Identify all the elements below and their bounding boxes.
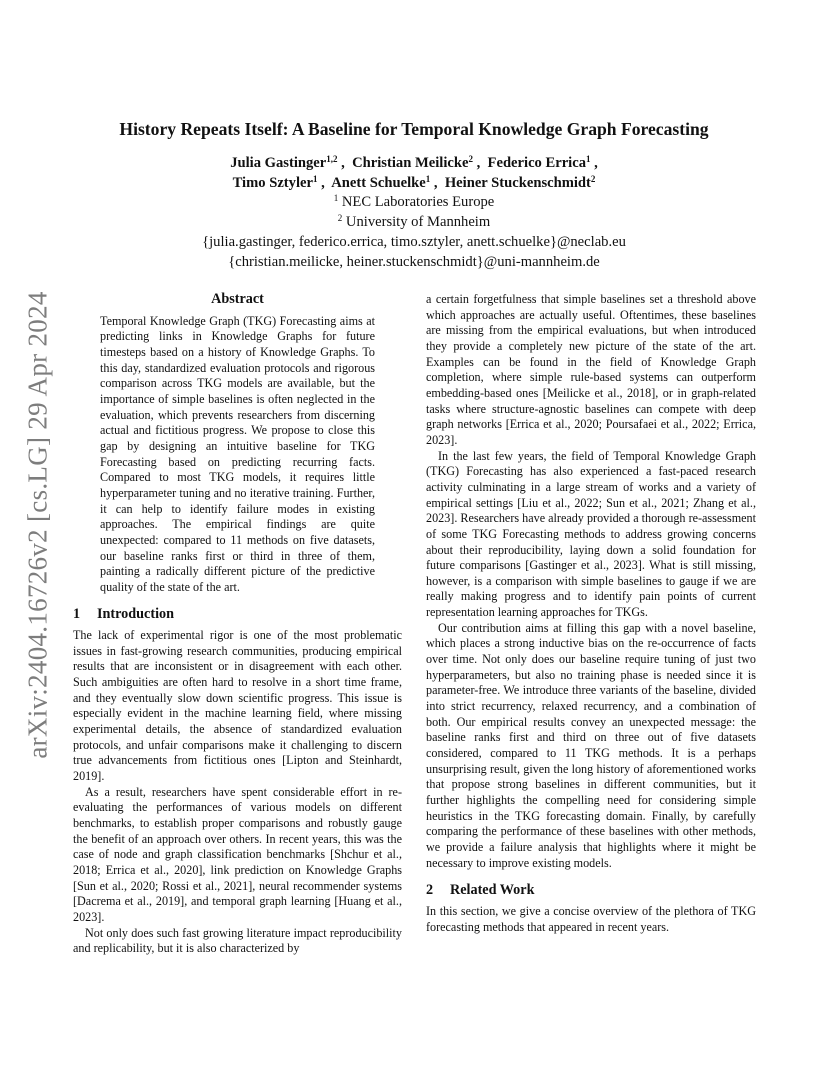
affiliations (0, 193, 828, 232)
affil-number: 1 (333, 193, 339, 203)
author-name: Federico Errica (487, 155, 587, 171)
section-number: 2 (426, 882, 434, 899)
section-number: 1 (73, 606, 81, 623)
affiliation: NEC Laboratories Europe (341, 194, 495, 210)
arxiv-identifier: arXiv:2404.16726v2 [cs.LG] 29 Apr 2024 (22, 291, 53, 759)
paper-title: History Repeats Itself: A Baseline for Temporal Knowledge Graph Forecasting (119, 119, 709, 139)
email-line: {julia.gastinger, federico.errica, timo.sztyler, anett.schuelke}@neclab.eu (202, 234, 626, 250)
section-title: Introduction (97, 606, 174, 623)
author-name: Anett Schuelke (331, 174, 426, 191)
paragraph: In the last few years, the field of Temporal Knowledge Graph (TKG) Forecasting has also experienced a fast-paced research activity culminating in a large stream of works and a variety of empirical settings [Liu et al., 2022; Sun et al., 2021; Zhang et al., 2023]. Researchers have already provided a thorough re-assessment of some TKG Forecasting methods to address growing concerns about their reproducibility, laying down a solid foundation for future comparisons [Gastinger et al., 2023]. What is still missing, however, is a comparison with simple baselines to gauge if we are really making progress and to identify pain points of current representation learning approaches for TKGs. (426, 448, 756, 620)
paragraph: In this section, we give a concise overview of the plethora of TKG forecasting methods that appeared in recent years. (426, 903, 756, 934)
author-affil-mark: 1,2 (326, 154, 338, 164)
paragraph: As a result, researchers have spent considerable effort in re-evaluating the performances of various models on different benchmarks, to establish proper comparisons and robustly gauge the benefit of an approach over others. In recent years, this was the case of node and graph classification benchmarks [Shchur et al., 2018; Errica et al., 2020], link prediction on Knowledge Graphs [Sun et al., 2020; Rossi et al., 2021], neural recommender systems [Dacrema et al., 2019], and temporal graph learning [Huang et al., 2023]. (73, 784, 402, 924)
author-affil-mark: 2 (590, 173, 596, 184)
paragraph: Not only does such fast growing literature impact reproducibility and replicability, but it is also characterized by (73, 925, 402, 956)
section-title: Related Work (450, 882, 535, 899)
affiliation: University of Mannheim (345, 213, 491, 230)
author-affil-mark: 1 (312, 173, 318, 184)
author-affil-mark: 1 (586, 154, 591, 164)
author-name: Timo Sztyler (232, 174, 313, 191)
affil-number: 2 (337, 212, 343, 223)
author-name: Julia Gastinger (230, 155, 327, 171)
author-list: Julia Gastinger$^{1,2}$ , Christian Meilicke$^2$ , Federico Errica$^1$ , Timo Sztyler$^1$ , Anett Schuelke$^1$ , Heiner Stuckenschmidt$^2$ (230, 154, 598, 191)
right-column (426, 292, 756, 935)
abstract-text: Temporal Knowledge Graph (TKG) Forecasting aims at predicting links in Knowledge Graphs for future timesteps based on a history of Knowledge Graphs. To this day, standardized evaluation protocols and rigorous comparison across TKG models are available, but the importance of simple baselines is often neglected in the evaluation, which prevents researchers from discerning actual and fictitious progress. We propose to close this gap by designing an intuitive baseline for TKG Forecasting based on predicting recurring facts. Compared to most TKG models, it requires little hyperparameter tuning and no iterative training. Further, it can help to identify failure modes in existing approaches. The empirical findings are quite unexpected: compared to 11 methods on five datasets, our baseline ranks first or third in three of them, painting a radically different picture of the predictive quality of the state of the art. (100, 313, 375, 594)
emails (0, 233, 828, 272)
paragraph: Our contribution aims at filling this gap with a novel baseline, which places a strong inductive bias on the re-occurrence of facts over time. Not only does our baseline require tuning of just two hyperparameters, but also no training phase is needed since it is parameter-free. We introduce three variants of the baseline, divided into strict recurrency, relaxed recurrency, and a combination of both. Our empirical results convey an unexpected message: the baseline ranks first and third on three out of five datasets considered, compared to 11 TKG methods. It is a perhaps unsurprising result, given the long history of aforementioned works that propose strong baselines in different communities, but it further highlights the compelling need for considering simple heuristics in the TKG forecasting domain. Finally, by carefully comparing the performance of these baselines with other methods, we provide a failure analysis that highlights where it might be necessary to improve existing models. (426, 620, 756, 870)
author-name: Christian Meilicke (352, 155, 469, 171)
email-line: {christian.meilicke, heiner.stuckenschmidt}@uni-mannheim.de (228, 253, 600, 270)
left-column (73, 292, 402, 957)
author-name: Heiner Stuckenschmidt (444, 174, 591, 191)
section-heading (73, 607, 402, 623)
author-affil-mark: 2 (468, 154, 473, 164)
author-affil-mark: 1 (425, 173, 431, 184)
section-heading (426, 883, 756, 899)
paragraph: a certain forgetfulness that simple baselines set a threshold above which approaches are actually useful. Oftentimes, these baselines are missing from the empirical evaluations, but when introduced they provide a completely new picture of the state of the art. Examples can be found in the field of Knowledge Graph completion, where simple rule-based systems can outperform embedding-based ones [Meilicke et al., 2018], or in graph-related tasks where structure-agnostic baselines can compete with deep graph networks [Errica et al., 2020; Poursafaei et al., 2022; Errica, 2023]. (426, 292, 756, 447)
paragraph: The lack of experimental rigor is one of the most problematic issues in fast-growing research communities, producing empirical results that are inconsistent or in disagreement with each other. Such ambiguities are often hard to resolve in a short time frame, and they eventually slow down scientific progress. This issue is especially evident in the machine learning field, where missing experimental details, the absence of standardized evaluation protocols, and unfair comparisons make it challenging to discern true advancements from fictitious ones [Lipton and Steinhardt, 2019]. (73, 628, 402, 784)
abstract-heading: Abstract (211, 291, 264, 307)
